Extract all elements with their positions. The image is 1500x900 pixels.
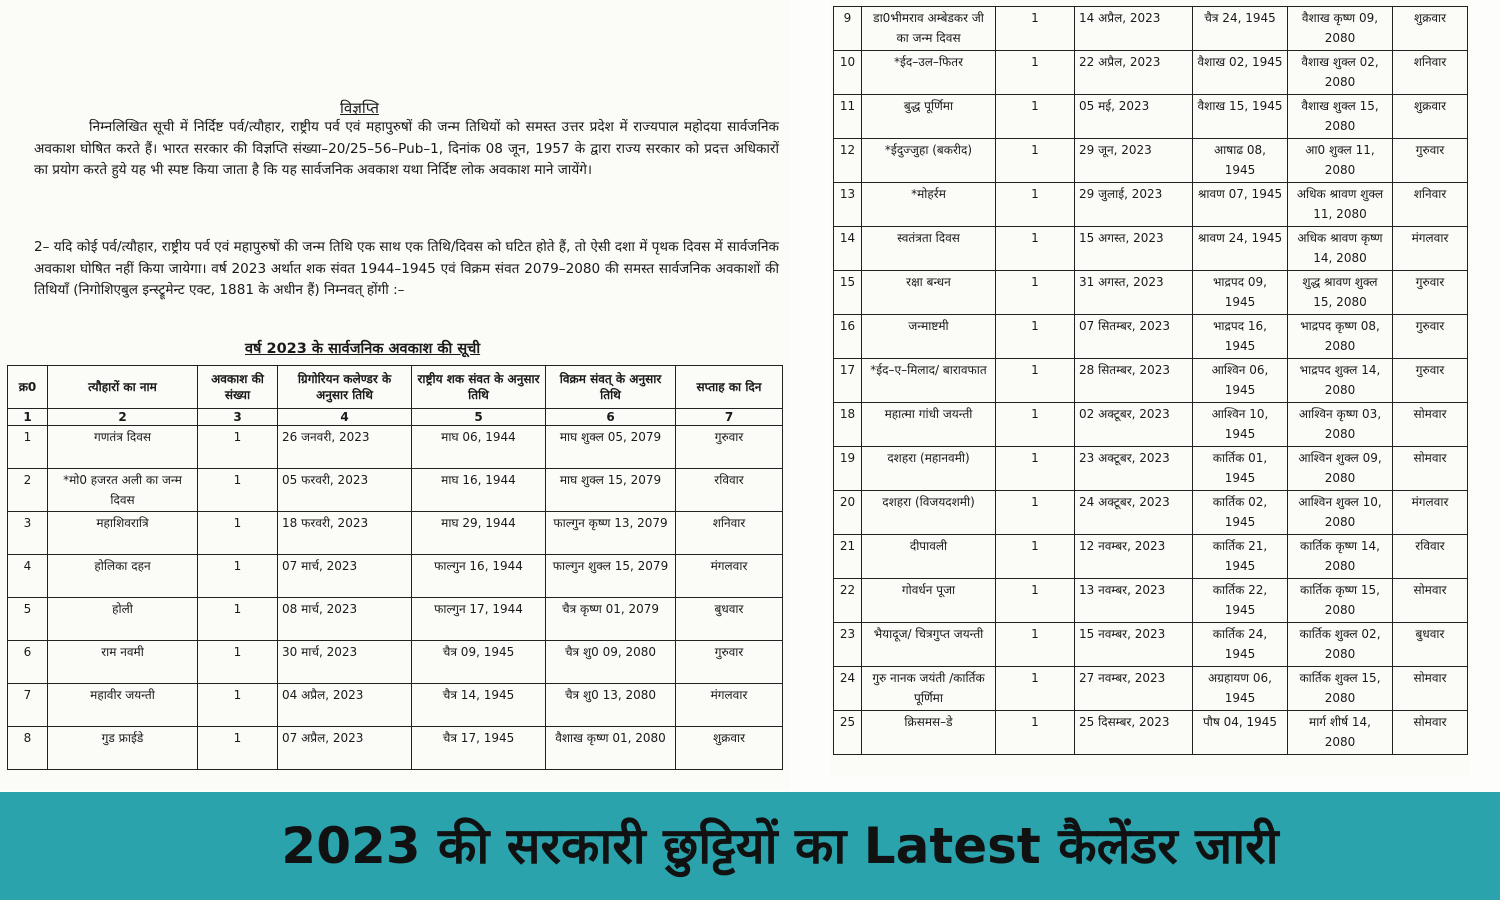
shaka-date: चैत्र 24, 1945	[1193, 7, 1288, 51]
holiday-name: बुद्ध पूर्णिमा	[862, 95, 996, 139]
serial-number: 5	[8, 598, 48, 641]
column-index: 1	[8, 409, 48, 426]
holiday-name: होली	[48, 598, 198, 641]
shaka-date: फाल्गुन 17, 1944	[412, 598, 546, 641]
vikram-date: आश्विन शुक्ल 10, 2080	[1288, 491, 1393, 535]
shaka-date: श्रावण 07, 1945	[1193, 183, 1288, 227]
weekday: मंगलवार	[1393, 491, 1468, 535]
serial-number: 6	[8, 641, 48, 684]
column-index-row	[8, 409, 783, 426]
holiday-count: 1	[198, 512, 278, 555]
holiday-count: 1	[996, 7, 1075, 51]
vikram-date: चैत्र कृष्ण 01, 2079	[546, 598, 676, 641]
serial-number: 2	[8, 469, 48, 512]
holiday-count: 1	[996, 403, 1075, 447]
notice-paragraph-2: 2– यदि कोई पर्व/त्यौहार, राष्ट्रीय पर्व एवं महापुरुषों की जन्म तिथि एक साथ एक तिथि/दिवस को घटित होते हैं, तो ऐसी दशा में पृथक दिवस में सार्वजनिक अवकाश घोषित नहीं किया जायेगा। वर्ष 2023 अर्थात शक संवत 1944–1945 एवं विक्रम संवत 2079–2080 की समस्त सार्वजनिक अवकाशों की तिथियाँ (निगोशिएबुल इन्स्ट्रूमेन्ट एक्ट, 1881 के अधीन हैं) निम्नवत् होंगी :–	[34, 239, 779, 298]
table-row	[834, 7, 1468, 51]
weekday: शनिवार	[1393, 51, 1468, 95]
gregorian-date: 07 सितम्बर, 2023	[1075, 315, 1193, 359]
table-row	[8, 684, 783, 727]
weekday: मंगलवार	[1393, 227, 1468, 271]
table-row	[834, 535, 1468, 579]
serial-number: 3	[8, 512, 48, 555]
table-row	[8, 555, 783, 598]
holiday-count: 1	[198, 426, 278, 469]
holiday-name: डा0भीमराव अम्बेडकर जी का जन्म दिवस	[862, 7, 996, 51]
gregorian-date: 02 अक्टूबर, 2023	[1075, 403, 1193, 447]
weekday: शुक्रवार	[1393, 95, 1468, 139]
holiday-count: 1	[996, 95, 1075, 139]
weekday: गुरुवार	[1393, 315, 1468, 359]
weekday: मंगलवार	[676, 684, 783, 727]
gregorian-date: 25 दिसम्बर, 2023	[1075, 711, 1193, 755]
shaka-date: कार्तिक 22, 1945	[1193, 579, 1288, 623]
weekday: गुरुवार	[676, 641, 783, 684]
weekday: सोमवार	[1393, 447, 1468, 491]
weekday: बुधवार	[676, 598, 783, 641]
shaka-date: कार्तिक 21, 1945	[1193, 535, 1288, 579]
shaka-date: चैत्र 09, 1945	[412, 641, 546, 684]
serial-number: 22	[834, 579, 862, 623]
weekday: गुरुवार	[1393, 271, 1468, 315]
table-row	[834, 359, 1468, 403]
holiday-count: 1	[198, 598, 278, 641]
weekday: मंगलवार	[676, 555, 783, 598]
serial-number: 19	[834, 447, 862, 491]
weekday: शनिवार	[676, 512, 783, 555]
serial-number: 18	[834, 403, 862, 447]
vikram-date: कार्तिक शुक्ल 02, 2080	[1288, 623, 1393, 667]
vikram-date: वैशाख शुक्ल 02, 2080	[1288, 51, 1393, 95]
weekday: रविवार	[676, 469, 783, 512]
vikram-date: कार्तिक शुक्ल 15, 2080	[1288, 667, 1393, 711]
column-index: 3	[198, 409, 278, 426]
holiday-count: 1	[198, 684, 278, 727]
vikram-date: चैत्र शु0 13, 2080	[546, 684, 676, 727]
shaka-date: वैशाख 15, 1945	[1193, 95, 1288, 139]
gregorian-date: 15 अगस्त, 2023	[1075, 227, 1193, 271]
table-row	[8, 426, 783, 469]
holiday-count: 1	[996, 447, 1075, 491]
serial-number: 23	[834, 623, 862, 667]
holiday-name: गोवर्धन पूजा	[862, 579, 996, 623]
table-row	[834, 315, 1468, 359]
serial-number: 1	[8, 426, 48, 469]
table-row	[834, 403, 1468, 447]
holiday-count: 1	[198, 727, 278, 770]
serial-number: 16	[834, 315, 862, 359]
gregorian-date: 04 अप्रैल, 2023	[278, 684, 412, 727]
column-index: 2	[48, 409, 198, 426]
weekday: शनिवार	[1393, 183, 1468, 227]
vikram-date: चैत्र शु0 09, 2080	[546, 641, 676, 684]
weekday: सोमवार	[1393, 579, 1468, 623]
holiday-name: जन्माष्टमी	[862, 315, 996, 359]
holiday-name: होलिका दहन	[48, 555, 198, 598]
holiday-name: महावीर जयन्ती	[48, 684, 198, 727]
gregorian-date: 07 मार्च, 2023	[278, 555, 412, 598]
weekday: बुधवार	[1393, 623, 1468, 667]
weekday: रविवार	[1393, 535, 1468, 579]
notice-paragraph-1: निम्नलिखित सूची में निर्दिष्ट पर्व/त्यौहार, राष्ट्रीय पर्व एवं महापुरुषों की जन्म तिथियों को समस्त उत्तर प्रदेश में राज्यपाल महोदया सार्वजनिक अवकाश घोषित करते हैं। भारत सरकार की विज्ञप्ति संख्या–20/25–56–Pub–1, दिनांक 08 जून, 1957 के द्वारा राज्य सरकार को प्रदत्त अधिकारों का प्रयोग करते हुये यह भी स्पष्ट किया जाता है कि यह सार्वजनिक अवकाश यथा निर्दिष्ट लोक अवकाश माने जायेंगे।	[34, 119, 779, 178]
gregorian-date: 29 जुलाई, 2023	[1075, 183, 1193, 227]
serial-number: 11	[834, 95, 862, 139]
header-count: अवकाश की संख्या	[198, 366, 278, 409]
shaka-date: कार्तिक 01, 1945	[1193, 447, 1288, 491]
weekday: सोमवार	[1393, 403, 1468, 447]
serial-number: 9	[834, 7, 862, 51]
vikram-date: माघ शुक्ल 05, 2079	[546, 426, 676, 469]
shaka-date: चैत्र 14, 1945	[412, 684, 546, 727]
holiday-name: स्वतंत्रता दिवस	[862, 227, 996, 271]
holiday-count: 1	[996, 623, 1075, 667]
vikram-date: भाद्रपद शुक्ल 14, 2080	[1288, 359, 1393, 403]
table-row	[834, 711, 1468, 755]
serial-number: 7	[8, 684, 48, 727]
weekday: गुरुवार	[1393, 359, 1468, 403]
shaka-date: माघ 06, 1944	[412, 426, 546, 469]
holiday-name: भैयादूज/ चित्रगुप्त जयन्ती	[862, 623, 996, 667]
holiday-count: 1	[996, 315, 1075, 359]
shaka-date: आश्विन 10, 1945	[1193, 403, 1288, 447]
table-row	[8, 641, 783, 684]
gregorian-date: 15 नवम्बर, 2023	[1075, 623, 1193, 667]
holiday-name: राम नवमी	[48, 641, 198, 684]
holiday-count: 1	[996, 51, 1075, 95]
serial-number: 20	[834, 491, 862, 535]
shaka-date: कार्तिक 24, 1945	[1193, 623, 1288, 667]
holiday-table-left	[7, 365, 783, 770]
serial-number: 21	[834, 535, 862, 579]
header-sno: क्र0	[8, 366, 48, 409]
holiday-name: महात्मा गांधी जयन्ती	[862, 403, 996, 447]
serial-number: 17	[834, 359, 862, 403]
weekday: गुरुवार	[1393, 139, 1468, 183]
gregorian-date: 28 सितम्बर, 2023	[1075, 359, 1193, 403]
table-row	[834, 491, 1468, 535]
vikram-date: फाल्गुन कृष्ण 13, 2079	[546, 512, 676, 555]
holiday-table-right	[833, 6, 1468, 755]
holiday-name: दशहरा (महानवमी)	[862, 447, 996, 491]
table-row	[834, 183, 1468, 227]
gregorian-date: 05 फरवरी, 2023	[278, 469, 412, 512]
serial-number: 14	[834, 227, 862, 271]
gregorian-date: 05 मई, 2023	[1075, 95, 1193, 139]
shaka-date: भाद्रपद 09, 1945	[1193, 271, 1288, 315]
vikram-date: कार्तिक कृष्ण 14, 2080	[1288, 535, 1393, 579]
holiday-name: क्रिसमस–डे	[862, 711, 996, 755]
table-row	[834, 271, 1468, 315]
table-row	[8, 512, 783, 555]
shaka-date: भाद्रपद 16, 1945	[1193, 315, 1288, 359]
vikram-date: शुद्ध श्रावण शुक्ल 15, 2080	[1288, 271, 1393, 315]
holiday-name: *ईद–ए–मिलाद/ बारावफात	[862, 359, 996, 403]
shaka-date: श्रावण 24, 1945	[1193, 227, 1288, 271]
gregorian-date: 22 अप्रैल, 2023	[1075, 51, 1193, 95]
header-shaka: राष्ट्रीय शक संवत के अनुसार तिथि	[412, 366, 546, 409]
holiday-count: 1	[996, 359, 1075, 403]
gregorian-date: 30 मार्च, 2023	[278, 641, 412, 684]
holiday-count: 1	[198, 469, 278, 512]
holiday-name: गणतंत्र दिवस	[48, 426, 198, 469]
holiday-count: 1	[996, 667, 1075, 711]
holiday-count: 1	[996, 227, 1075, 271]
holiday-count: 1	[996, 579, 1075, 623]
holiday-name: *ईदुज्जुहा (बकरीद)	[862, 139, 996, 183]
serial-number: 10	[834, 51, 862, 95]
gregorian-date: 24 अक्टूबर, 2023	[1075, 491, 1193, 535]
holiday-name: महाशिवरात्रि	[48, 512, 198, 555]
gregorian-date: 08 मार्च, 2023	[278, 598, 412, 641]
vikram-date: आश्विन शुक्ल 09, 2080	[1288, 447, 1393, 491]
vikram-date: वैशाख कृष्ण 09, 2080	[1288, 7, 1393, 51]
gregorian-date: 31 अगस्त, 2023	[1075, 271, 1193, 315]
shaka-date: आषाढ 08, 1945	[1193, 139, 1288, 183]
holiday-list-heading: वर्ष 2023 के सार्वजनिक अवकाश की सूची	[245, 341, 481, 357]
vikram-date: माघ शुक्ल 15, 2079	[546, 469, 676, 512]
header-name: त्यौहारों का नाम	[48, 366, 198, 409]
column-index: 4	[278, 409, 412, 426]
gregorian-date: 26 जनवरी, 2023	[278, 426, 412, 469]
holiday-name: दशहरा (विजयदशमी)	[862, 491, 996, 535]
holiday-count: 1	[996, 183, 1075, 227]
shaka-date: वैशाख 02, 1945	[1193, 51, 1288, 95]
gregorian-date: 12 नवम्बर, 2023	[1075, 535, 1193, 579]
table-row	[834, 667, 1468, 711]
column-index: 7	[676, 409, 783, 426]
vikram-date: वैशाख कृष्ण 01, 2080	[546, 727, 676, 770]
weekday: शुक्रवार	[676, 727, 783, 770]
serial-number: 13	[834, 183, 862, 227]
holiday-name: *ईद–उल–फितर	[862, 51, 996, 95]
gregorian-date: 14 अप्रैल, 2023	[1075, 7, 1193, 51]
shaka-date: कार्तिक 02, 1945	[1193, 491, 1288, 535]
holiday-name: *मो0 हजरत अली का जन्म दिवस	[48, 469, 198, 512]
shaka-date: अग्रहायण 06, 1945	[1193, 667, 1288, 711]
holiday-count: 1	[198, 555, 278, 598]
holiday-table-left-body	[8, 409, 783, 770]
shaka-date: पौष 04, 1945	[1193, 711, 1288, 755]
shaka-date: माघ 29, 1944	[412, 512, 546, 555]
table-row	[8, 469, 783, 512]
serial-number: 8	[8, 727, 48, 770]
serial-number: 25	[834, 711, 862, 755]
gregorian-date: 27 नवम्बर, 2023	[1075, 667, 1193, 711]
header-vikram: विक्रम संवत् के अनुसार तिथि	[546, 366, 676, 409]
holiday-name: गुड फ्राईडे	[48, 727, 198, 770]
holiday-table-right-body	[834, 7, 1468, 755]
gregorian-date: 13 नवम्बर, 2023	[1075, 579, 1193, 623]
serial-number: 24	[834, 667, 862, 711]
holiday-name: रक्षा बन्धन	[862, 271, 996, 315]
vikram-date: आश्विन कृष्ण 03, 2080	[1288, 403, 1393, 447]
vikram-date: भाद्रपद कृष्ण 08, 2080	[1288, 315, 1393, 359]
vikram-date: अधिक श्रावण शुक्ल 11, 2080	[1288, 183, 1393, 227]
shaka-date: माघ 16, 1944	[412, 469, 546, 512]
holiday-count: 1	[996, 139, 1075, 183]
table-row	[834, 139, 1468, 183]
table-row	[834, 227, 1468, 271]
holiday-count: 1	[996, 271, 1075, 315]
holiday-count: 1	[996, 711, 1075, 755]
holiday-name: गुरु नानक जयंती /कार्तिक पूर्णिमा	[862, 667, 996, 711]
table-row	[834, 95, 1468, 139]
notice-title: विज्ञप्ति	[340, 99, 379, 117]
weekday: शुक्रवार	[1393, 7, 1468, 51]
gregorian-date: 18 फरवरी, 2023	[278, 512, 412, 555]
vikram-date: आ0 शुक्ल 11, 2080	[1288, 139, 1393, 183]
table-row	[834, 447, 1468, 491]
header-gregorian: ग्रिगोरियन कलेण्डर के अनुसार तिथि	[278, 366, 412, 409]
vikram-date: अधिक श्रावण कृष्ण 14, 2080	[1288, 227, 1393, 271]
table-row	[834, 623, 1468, 667]
banner-headline: 2023 की सरकारी छुट्टियों का Latest कैलेंडर जारी	[281, 817, 1279, 875]
holiday-count: 1	[996, 491, 1075, 535]
vikram-date: कार्तिक कृष्ण 15, 2080	[1288, 579, 1393, 623]
vikram-date: मार्ग शीर्ष 14, 2080	[1288, 711, 1393, 755]
vikram-date: फाल्गुन शुक्ल 15, 2079	[546, 555, 676, 598]
weekday: सोमवार	[1393, 667, 1468, 711]
serial-number: 15	[834, 271, 862, 315]
holiday-name: *मोहर्रम	[862, 183, 996, 227]
vikram-date: वैशाख शुक्ल 15, 2080	[1288, 95, 1393, 139]
holiday-count: 1	[198, 641, 278, 684]
gregorian-date: 29 जून, 2023	[1075, 139, 1193, 183]
column-index: 6	[546, 409, 676, 426]
table-row	[834, 579, 1468, 623]
holiday-name: दीपावली	[862, 535, 996, 579]
header-weekday: सप्ताह का दिन	[676, 366, 783, 409]
shaka-date: चैत्र 17, 1945	[412, 727, 546, 770]
shaka-date: आश्विन 06, 1945	[1193, 359, 1288, 403]
serial-number: 4	[8, 555, 48, 598]
table-row	[834, 51, 1468, 95]
gregorian-date: 23 अक्टूबर, 2023	[1075, 447, 1193, 491]
shaka-date: फाल्गुन 16, 1944	[412, 555, 546, 598]
weekday: गुरुवार	[676, 426, 783, 469]
serial-number: 12	[834, 139, 862, 183]
table-header-row	[8, 366, 783, 409]
column-index: 5	[412, 409, 546, 426]
holiday-count: 1	[996, 535, 1075, 579]
table-row	[8, 598, 783, 641]
gregorian-date: 07 अप्रैल, 2023	[278, 727, 412, 770]
weekday: सोमवार	[1393, 711, 1468, 755]
table-row	[8, 727, 783, 770]
